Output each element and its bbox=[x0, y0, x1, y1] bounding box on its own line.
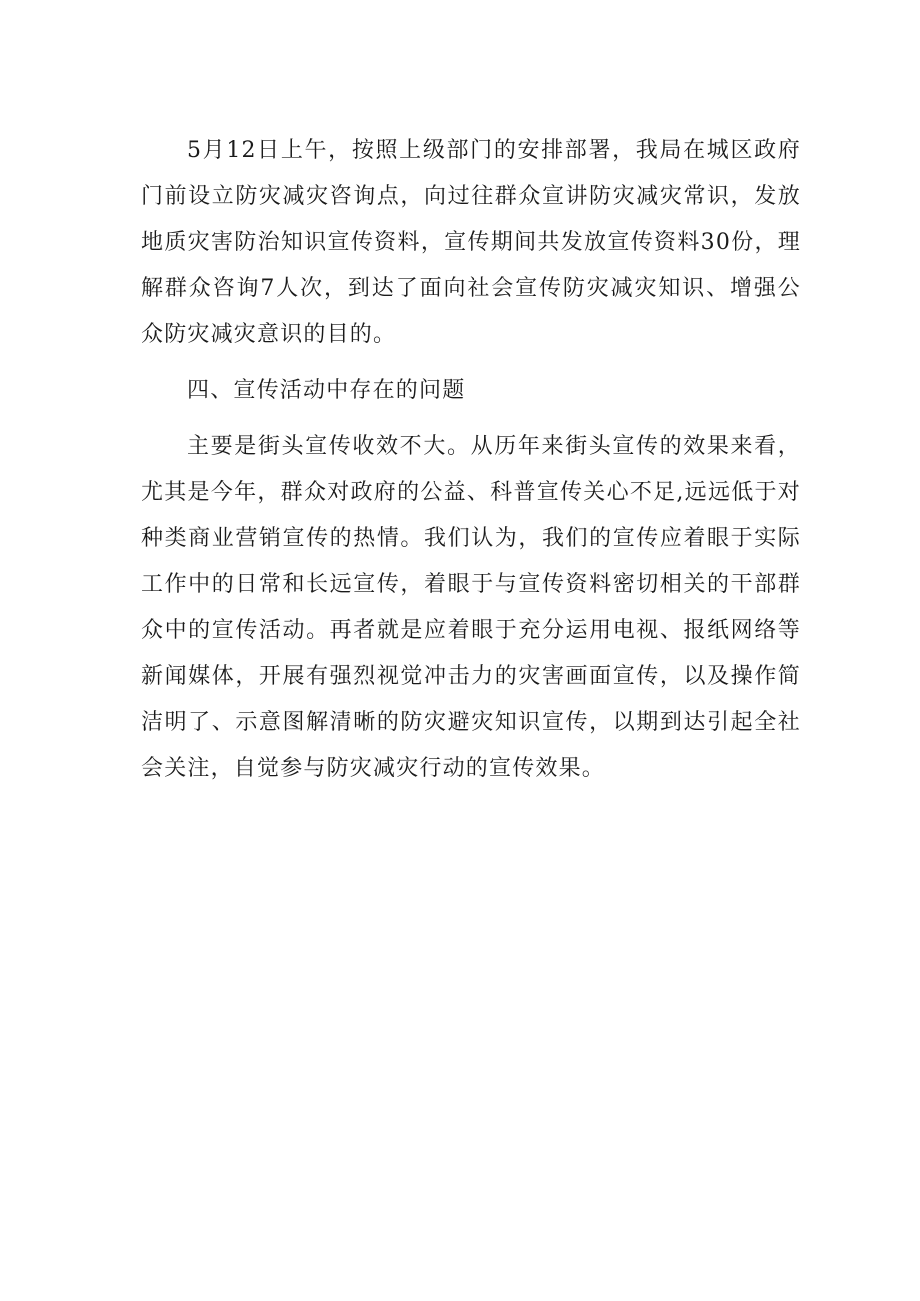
paragraph-problems: 主要是街头宣传收效不大。从历年来街头宣传的效果来看，尤其是今年，群众对政府的公益、科普宣传关心不足,远远低于对种类商业营销宣传的热情。我们认为，我们的宣传应着眼于实际工作中的日常和长远宣传，着眼于与宣传资料密切相关的干部群众中的宣传活动。再者就是应着眼于充分运用电视、报纸网络等新闻媒体，开展有强烈视觉冲击力的灾害画面宣传，以及操作简洁明了、示意图解清晰的防灾避灾知识宣传，以期到达引起全社会关注，自觉参与防灾减灾行动的宣传效果。 bbox=[141, 434, 801, 781]
section-heading-problems: 四、宣传活动中存在的问题 bbox=[187, 378, 466, 403]
paragraph-consultation-point: 5月12日上午，按照上级部门的安排部署，我局在城区政府门前设立防灾减灾咨询点，向过往群众宣讲防灾减灾常识，发放地质灾害防治知识宣传资料，宣传期间共发放宣传资料30份，理解群众咨询7人次，到达了面向社会宣传防灾减灾知识、增强公众防灾减灾意识的目的。 bbox=[141, 138, 801, 347]
document-body bbox=[141, 128, 801, 802]
